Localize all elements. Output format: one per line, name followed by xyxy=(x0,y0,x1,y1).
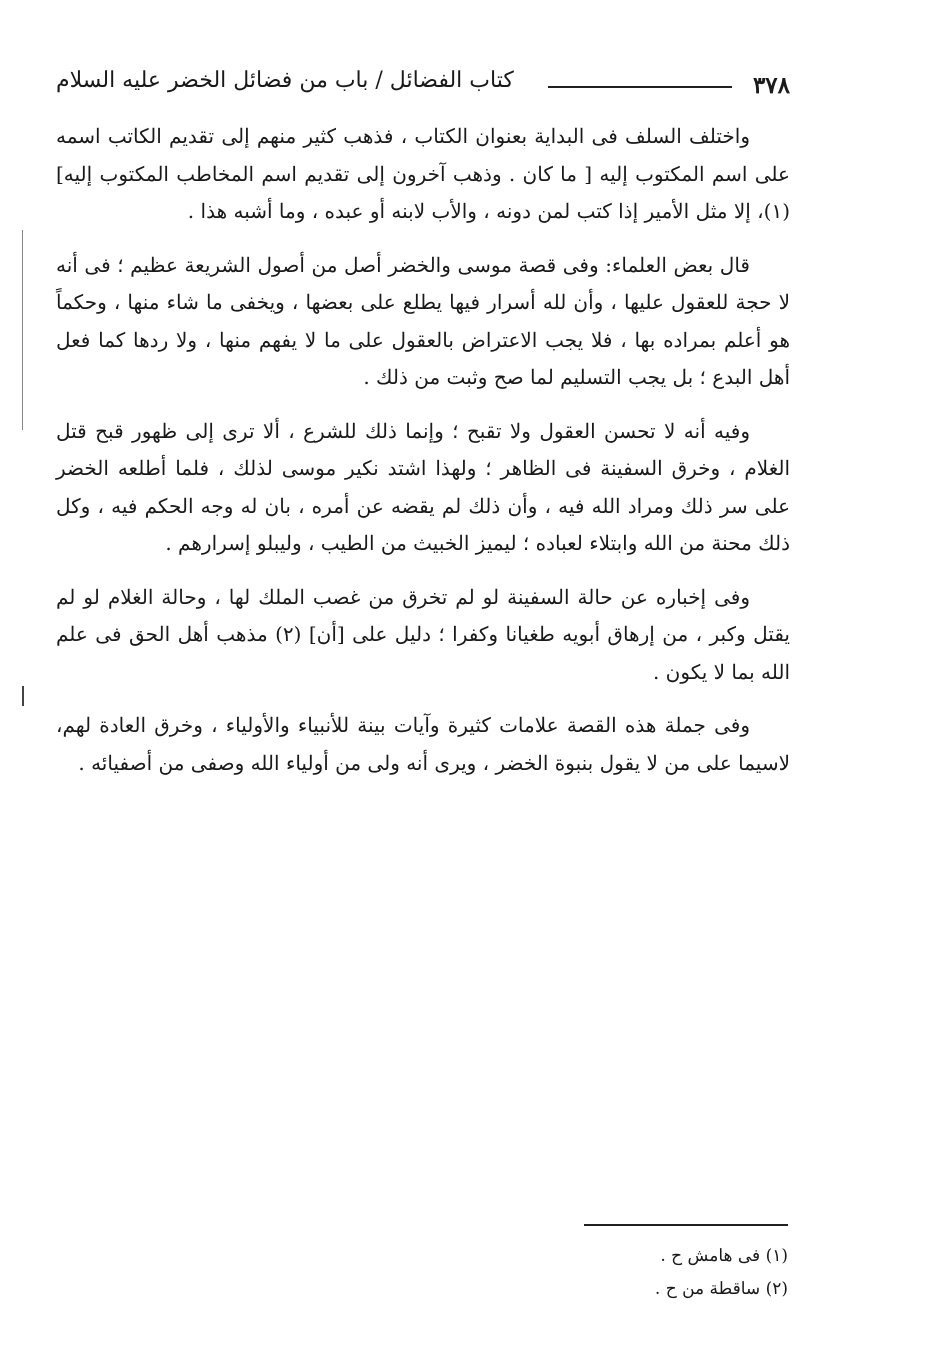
paragraph: وفى جملة هذه القصة علامات كثيرة وآيات بينة للأنبياء والأولياء ، وخرق العادة لهم، لاسيما على من لا يقول بنبوة الخضر ، ويرى أنه ولى من أولياء الله وصفى من أصفيائه . xyxy=(56,713,790,775)
page-header xyxy=(56,64,790,108)
paragraph: وفى إخباره عن حالة السفينة لو لم تخرق من غصب الملك لها ، وحالة الغلام لو لم يقتل وكبر ، من إرهاق أبويه طغيانا وكفرا ؛ دليل على [أن] (٢) مذهب أهل الحق فى علم الله بما لا يكون . xyxy=(56,584,791,684)
scan-margin-line xyxy=(22,230,23,430)
scan-margin-mark xyxy=(22,686,24,706)
footnotes xyxy=(500,1240,788,1306)
footnote: (١) فى هامش ح . xyxy=(660,1246,788,1266)
footnote: (٢) ساقطة من ح . xyxy=(654,1279,788,1299)
header-rule xyxy=(548,86,732,88)
page-number: ٣٧٨ xyxy=(752,72,790,99)
paragraph: قال بعض العلماء: وفى قصة موسى والخضر أصل من أصول الشريعة عظيم ؛ فى أنه لا حجة للعقول عليها ، وأن لله أسرار فيها يطلع على بعضها ، ويخفى ما شاء منها ، وحكماً هو أعلم بمراده بها ، فلا يجب الاعتراض بالعقول على ما لا يفهم منها ، ولا ردها كما فعل أهل البدع ؛ بل يجب التسليم لما صح وثبت من ذلك . xyxy=(56,252,790,389)
running-title: كتاب الفضائل / باب من فضائل الخضر عليه السلام xyxy=(56,68,514,93)
paragraph: وفيه أنه لا تحسن العقول ولا تقبح ؛ وإنما ذلك للشرع ، ألا ترى إلى ظهور قبح قتل الغلام ، وخرق السفينة فى الظاهر ؛ ولهذا اشتد نكير موسى لذلك ، فلما أطلعه الخضر على سر ذلك ومراد الله فيه ، وأن ذلك لم يقضه عن أمره ، بان له وجه الحكم فيه ، وكل ذلك محنة من الله وابتلاء لعباده ؛ ليميز الخبيث من الطيب ، وليبلو إسرارهم . xyxy=(56,418,791,555)
paragraph: واختلف السلف فى البداية بعنوان الكتاب ، فذهب كثير منهم إلى تقديم الكاتب اسمه على اسم المكتوب إليه [ ما كان . وذهب آخرون إلى تقديم اسم المخاطب المكتوب إليه](١)، إلا مثل الأمير إذا كتب لمن دونه ، والأب لابنه أو عبده ، وما أشبه هذا . xyxy=(56,124,790,223)
footnote-rule xyxy=(584,1224,788,1226)
main-text xyxy=(56,118,790,798)
